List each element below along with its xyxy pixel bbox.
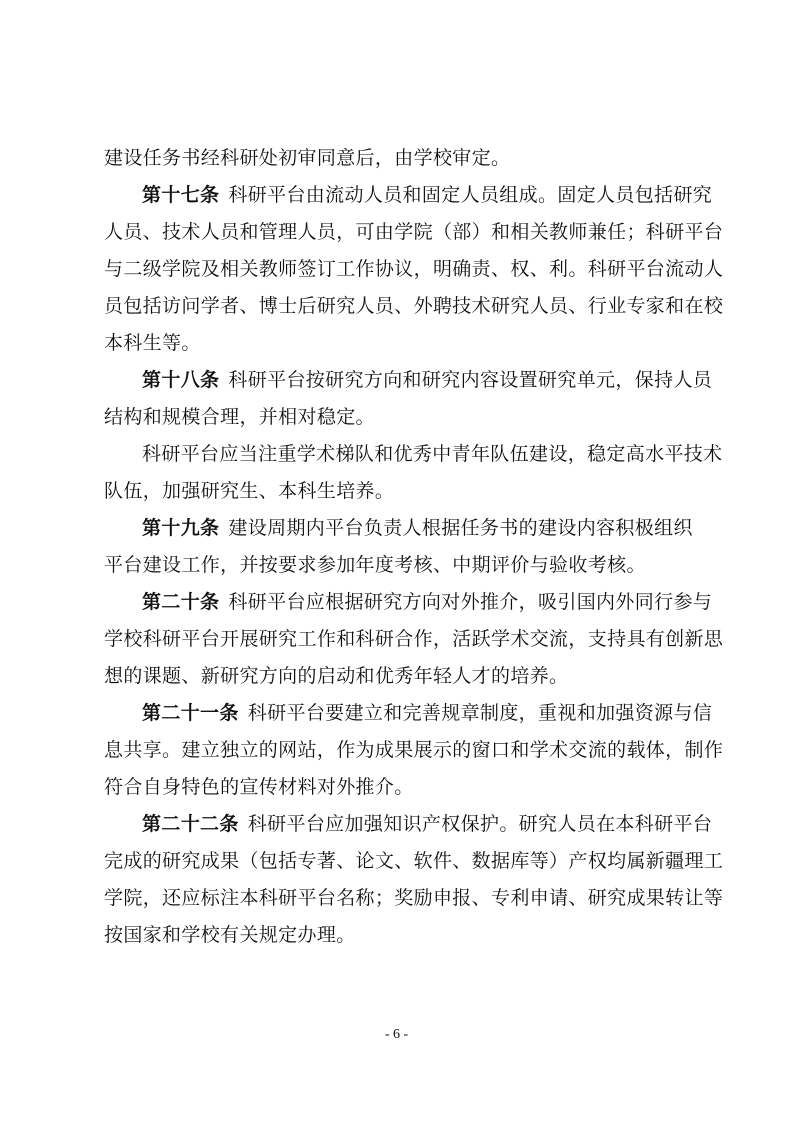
text-line bbox=[104, 880, 724, 917]
line-text: 按国家和学校有关规定办理。 bbox=[104, 924, 356, 946]
line-text: 结构和规模合理，并相对稳定。 bbox=[104, 406, 375, 428]
text-line bbox=[104, 843, 724, 880]
text-line bbox=[104, 547, 688, 584]
text-line bbox=[104, 621, 724, 658]
line-text: 完成的研究成果（包括专著、论文、软件、数据库等）产权均属新疆理工 bbox=[104, 850, 724, 872]
page-number: - 6 - bbox=[384, 1027, 409, 1042]
article-title: 第二十一条 bbox=[142, 702, 239, 724]
text-line bbox=[104, 436, 723, 473]
line-text: 本科生等。 bbox=[104, 332, 201, 354]
line-text: 符合自身特色的宣传材料对外推介。 bbox=[104, 776, 414, 798]
text-line bbox=[104, 399, 688, 436]
line-text: 科研平台由流动人员和固定人员组成。固定人员包括研究 bbox=[228, 184, 713, 206]
text-line bbox=[104, 325, 688, 362]
article-title: 第十八条 bbox=[142, 369, 220, 391]
line-text: 人员、技术人员和管理人员，可由学院（部）和相关教师兼任；科研平台 bbox=[104, 221, 724, 243]
text-line bbox=[104, 177, 713, 214]
text-line bbox=[104, 510, 693, 547]
article-title: 第二十条 bbox=[142, 591, 220, 613]
article-title: 第二十二条 bbox=[142, 813, 239, 835]
text-line bbox=[104, 140, 688, 177]
document-body bbox=[104, 140, 724, 954]
text-line bbox=[104, 288, 724, 325]
paragraph bbox=[104, 695, 724, 806]
line-text: 科研平台要建立和完善规章制度，重视和加强资源与信 bbox=[247, 702, 713, 724]
line-text: 员包括访问学者、博士后研究人员、外聘技术研究人员、行业专家和在校 bbox=[104, 295, 724, 317]
paragraph bbox=[104, 584, 724, 695]
article-title: 第十九条 bbox=[142, 517, 220, 539]
line-text: 科研平台按研究方向和研究内容设置研究单元，保持人员 bbox=[228, 369, 713, 391]
text-line bbox=[104, 917, 688, 954]
text-line bbox=[104, 806, 713, 843]
line-text: 建设任务书经科研处初审同意后，由学校审定。 bbox=[104, 147, 511, 169]
line-text: 与二级学院及相关教师签订工作协议，明确责、权、利。科研平台流动人 bbox=[104, 258, 724, 280]
text-line bbox=[104, 584, 713, 621]
paragraph bbox=[104, 806, 724, 954]
text-line bbox=[104, 695, 713, 732]
paragraph bbox=[104, 510, 693, 584]
line-text: 队伍，加强研究生、本科生培养。 bbox=[104, 480, 395, 502]
paragraph bbox=[104, 177, 724, 362]
paragraph bbox=[104, 436, 723, 510]
text-line bbox=[104, 251, 724, 288]
text-line bbox=[104, 769, 688, 806]
text-line bbox=[104, 658, 688, 695]
line-text: 建设周期内平台负责人根据任务书的建设内容积极组织 bbox=[228, 517, 693, 539]
text-line bbox=[104, 362, 713, 399]
text-line bbox=[104, 473, 688, 510]
text-line bbox=[104, 732, 724, 769]
line-text: 科研平台应加强知识产权保护。研究人员在本科研平台 bbox=[247, 813, 713, 835]
line-text: 想的课题、新研究方向的启动和优秀年轻人才的培养。 bbox=[104, 665, 569, 687]
line-text: 平台建设工作，并按要求参加年度考核、中期评价与验收考核。 bbox=[104, 554, 646, 576]
line-text: 科研平台应当注重学术梯队和优秀中青年队伍建设，稳定高水平技术 bbox=[142, 443, 723, 465]
line-text: 学校科研平台开展研究工作和科研合作，活跃学术交流，支持具有创新思 bbox=[104, 628, 724, 650]
line-text: 息共享。建立独立的网站，作为成果展示的窗口和学术交流的载体，制作 bbox=[104, 739, 724, 761]
article-title: 第十七条 bbox=[142, 184, 220, 206]
text-line bbox=[104, 214, 724, 251]
paragraph bbox=[104, 362, 713, 436]
line-text: 科研平台应根据研究方向对外推介，吸引国内外同行参与 bbox=[228, 591, 713, 613]
paragraph bbox=[104, 140, 688, 177]
line-text: 学院，还应标注本科研平台名称；奖励申报、专利申请、研究成果转让等 bbox=[104, 887, 724, 909]
